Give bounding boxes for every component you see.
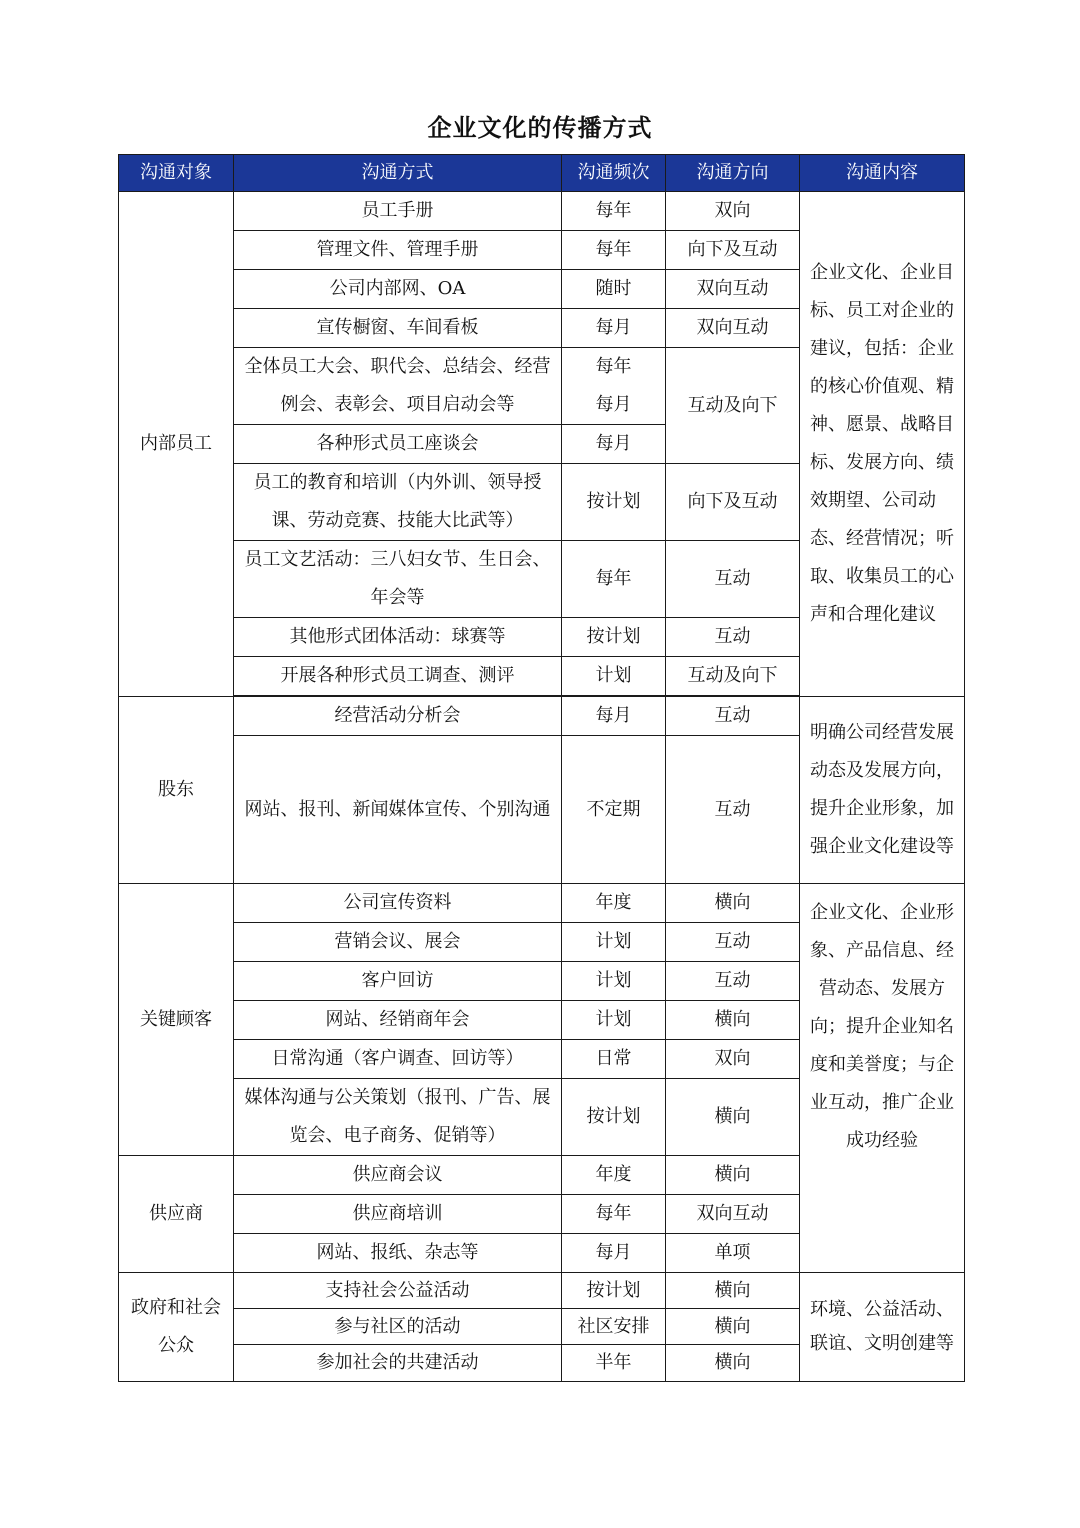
method-cell: 支持社会公益活动 (234, 1273, 562, 1309)
direction-cell: 互动 (666, 541, 800, 618)
method-cell: 客户回访 (234, 962, 562, 1001)
direction-cell: 横向 (666, 1001, 800, 1040)
direction-cell: 横向 (666, 1345, 800, 1382)
direction-cell: 双向互动 (666, 270, 800, 309)
frequency-cell: 年度 (562, 884, 666, 923)
table-row (119, 697, 965, 736)
method-cell: 供应商培训 (234, 1195, 562, 1234)
content-cell: 明确公司经营发展动态及发展方向，提升企业形象，加强企业文化建设等 (800, 697, 965, 884)
method-cell: 开展各种形式员工调查、测评 (234, 657, 562, 696)
table-row (119, 884, 965, 923)
direction-cell: 互动 (666, 962, 800, 1001)
method-cell: 公司宣传资料 (234, 884, 562, 923)
frequency-cell: 计划 (562, 923, 666, 962)
frequency-cell: 计划 (562, 1001, 666, 1040)
frequency-cell: 年度 (562, 1156, 666, 1195)
header-frequency: 沟通频次 (562, 155, 666, 192)
frequency-cell: 计划 (562, 657, 666, 696)
frequency-cell: 按计划 (562, 464, 666, 541)
frequency-cell: 社区安排 (562, 1309, 666, 1345)
method-cell: 参加社会的共建活动 (234, 1345, 562, 1382)
table-row (119, 192, 965, 231)
frequency-cell: 每月 (562, 309, 666, 348)
frequency-cell: 半年 (562, 1345, 666, 1382)
page-title: 企业文化的传播方式 (427, 114, 653, 142)
method-cell: 各种形式员工座谈会 (234, 425, 562, 464)
method-cell: 员工文艺活动：三八妇女节、生日会、年会等 (234, 541, 562, 618)
frequency-cell: 每年 每月 (562, 348, 666, 425)
header-target: 沟通对象 (119, 155, 234, 192)
direction-cell: 向下及互动 (666, 464, 800, 541)
target-cell: 关键顾客 (119, 884, 234, 1156)
frequency-cell: 随时 (562, 270, 666, 309)
frequency-cell: 不定期 (562, 736, 666, 884)
content-cell: 企业文化、企业目标、员工对企业的建议，包括：企业的核心价值观、精神、愿景、战略目标、发展方向、绩效期望、公司动态、经营情况；听取、收集员工的心声和合理化建议 (800, 192, 965, 697)
method-cell: 公司内部网、OA (234, 270, 562, 309)
method-cell: 员工的教育和培训（内外训、领导授课、劳动竞赛、技能大比武等） (234, 464, 562, 541)
direction-cell: 横向 (666, 884, 800, 923)
content-cell: 企业文化、企业形象、产品信息、经营动态、发展方向；提升企业知名度和美誉度；与企业互动，推广企业成功经验 (800, 884, 965, 1273)
method-cell: 网站、报刊、新闻媒体宣传、个别沟通 (234, 736, 562, 884)
method-cell: 供应商会议 (234, 1156, 562, 1195)
method-cell: 全体员工大会、职代会、总结会、经营例会、表彰会、项目启动会等 (234, 348, 562, 425)
table-row (119, 1273, 965, 1309)
method-cell: 经营活动分析会 (234, 697, 562, 736)
method-cell: 日常沟通（客户调查、回访等） (234, 1040, 562, 1079)
direction-cell: 双向 (666, 192, 800, 231)
direction-cell: 互动及向下 (666, 657, 800, 696)
direction-cell: 互动 (666, 697, 800, 736)
target-cell: 供应商 (119, 1156, 234, 1273)
method-cell: 其他形式团体活动：球赛等 (234, 618, 562, 657)
frequency-cell: 每月 (562, 425, 666, 464)
frequency-cell: 按计划 (562, 618, 666, 657)
frequency-cell: 每年 (562, 541, 666, 618)
frequency-cell: 按计划 (562, 1079, 666, 1156)
direction-cell: 双向互动 (666, 1195, 800, 1234)
target-cell: 内部员工 (119, 192, 234, 697)
frequency-cell: 日常 (562, 1040, 666, 1079)
direction-cell: 互动 (666, 736, 800, 884)
method-cell: 参与社区的活动 (234, 1309, 562, 1345)
header-direction: 沟通方向 (666, 155, 800, 192)
method-cell: 媒体沟通与公关策划（报刊、广告、展览会、电子商务、促销等） (234, 1079, 562, 1156)
direction-cell: 双向互动 (666, 309, 800, 348)
direction-cell: 互动 (666, 923, 800, 962)
direction-cell: 横向 (666, 1156, 800, 1195)
target-cell: 政府和社会公众 (119, 1273, 234, 1382)
method-cell: 网站、报纸、杂志等 (234, 1234, 562, 1273)
frequency-cell: 每年 (562, 231, 666, 270)
direction-cell: 互动及向下 (666, 348, 800, 464)
content-cell: 环境、公益活动、联谊、文明创建等 (800, 1273, 965, 1382)
method-cell: 宣传橱窗、车间看板 (234, 309, 562, 348)
direction-cell: 互动 (666, 618, 800, 657)
frequency-cell: 每年 (562, 1195, 666, 1234)
frequency-cell: 按计划 (562, 1273, 666, 1309)
frequency-cell: 每月 (562, 697, 666, 736)
table-header-row (119, 155, 965, 192)
direction-cell: 横向 (666, 1079, 800, 1156)
method-cell: 网站、经销商年会 (234, 1001, 562, 1040)
method-cell: 员工手册 (234, 192, 562, 231)
frequency-cell: 每月 (562, 1234, 666, 1273)
direction-cell: 双向 (666, 1040, 800, 1079)
direction-cell: 向下及互动 (666, 231, 800, 270)
communication-table (118, 154, 965, 1382)
header-method: 沟通方式 (234, 155, 562, 192)
frequency-cell: 每年 (562, 192, 666, 231)
method-cell: 营销会议、展会 (234, 923, 562, 962)
header-content: 沟通内容 (800, 155, 965, 192)
direction-cell: 横向 (666, 1309, 800, 1345)
frequency-cell: 计划 (562, 962, 666, 1001)
method-cell: 管理文件、管理手册 (234, 231, 562, 270)
target-cell: 股东 (119, 697, 234, 884)
direction-cell: 单项 (666, 1234, 800, 1273)
direction-cell: 横向 (666, 1273, 800, 1309)
